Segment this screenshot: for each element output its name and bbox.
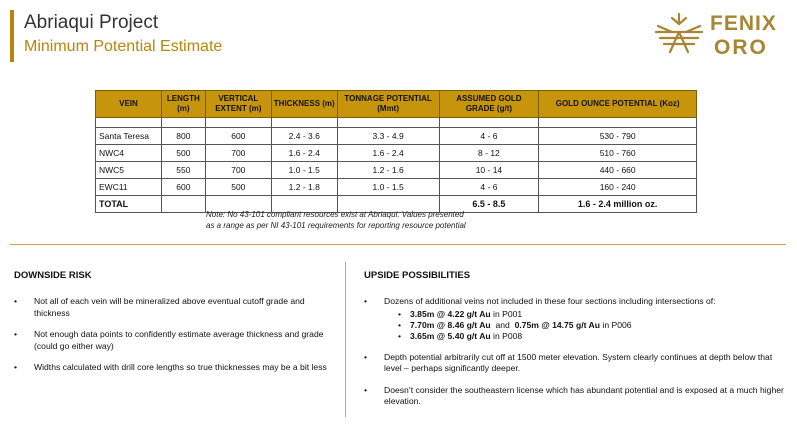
cell-thickness: 1.6 - 2.4 (271, 145, 337, 162)
intersection-value: 7.70m @ 8.46 g/t Au (410, 319, 491, 330)
list-item (360, 296, 790, 342)
intersection-text: in P008 (490, 330, 523, 341)
cell-vertical-extent: 600 (205, 128, 271, 145)
table-header-row (96, 91, 697, 118)
intersection-value: 3.65m @ 5.40 g/t Au (410, 330, 491, 341)
header-length: LENGTH (m) (161, 91, 205, 118)
cell-ounces: 160 - 240 (539, 179, 697, 196)
intersection-value: 0.75m @ 14.75 g/t Au (514, 319, 601, 330)
table-note (206, 209, 466, 231)
list-item: • Not enough data points to confidently estimate average thickness and grade (could go either way) (10, 329, 330, 352)
list-item: • Widths calculated with drill core lengths so true thicknesses may be a bit less (10, 362, 330, 374)
header-grade: ASSUMED GOLD GRADE (g/t) (439, 91, 539, 118)
section-divider (10, 244, 786, 245)
upside-list (360, 296, 790, 418)
list-item: • Doesn’t consider the southeastern license which has abundant potential and is exposed at a much higher elevation. (360, 385, 790, 408)
intersection-text: in P006 (600, 319, 632, 330)
table-row (96, 179, 697, 196)
list-item: • Depth potential arbitrarily cut off at 1500 meter elevation. System clearly continues at depth below that level – perhaps significantly deeper. (360, 352, 790, 375)
table-spacer-row (96, 118, 697, 128)
header-thickness: THICKNESS (m) (271, 91, 337, 118)
cell-ounces: 440 - 660 (539, 162, 697, 179)
header-vein: VEIN (96, 91, 162, 118)
header-vertical-extent: VERTICAL EXTENT (m) (205, 91, 271, 118)
intersection-item (384, 309, 790, 320)
header-tonnage: TONNAGE POTENTIAL (Mmt) (337, 91, 439, 118)
cell-length: 600 (161, 179, 205, 196)
cell-vein: NWC5 (96, 162, 162, 179)
column-divider (345, 262, 346, 417)
cell-tonnage: 1.6 - 2.4 (337, 145, 439, 162)
cell-ounces: 510 - 760 (539, 145, 697, 162)
estimate-table (95, 90, 697, 213)
intersection-text: and (490, 319, 515, 330)
logo-text-oro: ORO (714, 36, 768, 59)
cell-vein: EWC11 (96, 179, 162, 196)
downside-list (10, 296, 330, 384)
title-accent-bar (10, 10, 14, 62)
cell-tonnage: 1.0 - 1.5 (337, 179, 439, 196)
header-ounces: GOLD OUNCE POTENTIAL (Koz) (539, 91, 697, 118)
intersection-text: in P001 (490, 308, 523, 319)
cell-vein: NWC4 (96, 145, 162, 162)
cell-ounces: 530 - 790 (539, 128, 697, 145)
table-row (96, 162, 697, 179)
cell-thickness: 2.4 - 3.6 (271, 128, 337, 145)
cell-tonnage: 1.2 - 1.6 (337, 162, 439, 179)
upside-heading: UPSIDE POSSIBILITIES (364, 270, 471, 281)
cell-grade: 4 - 6 (439, 179, 539, 196)
cell-length: 550 (161, 162, 205, 179)
intersection-item (384, 320, 790, 331)
cell-grade: 8 - 12 (439, 145, 539, 162)
intersection-value: 3.85m @ 4.22 g/t Au (410, 308, 491, 319)
table-row (96, 128, 697, 145)
cell-vein: Santa Teresa (96, 128, 162, 145)
list-item: • Not all of each vein will be mineralized above eventual cutoff grade and thickness (10, 296, 330, 319)
cell-thickness: 1.0 - 1.5 (271, 162, 337, 179)
note-line-1: Note: No 43-101 compliant resources exist at Abriaqui. Values presented (206, 210, 464, 219)
cell-vertical-extent: 700 (205, 145, 271, 162)
cell-grade: 4 - 6 (439, 128, 539, 145)
phoenix-icon (652, 10, 706, 56)
cell-tonnage: 3.3 - 4.9 (337, 128, 439, 145)
page-title: Abriaqui Project (24, 12, 159, 33)
upside-intro: Dozens of additional veins not included in these four sections including intersections of: (384, 296, 716, 306)
total-label: TOTAL (96, 196, 162, 213)
total-ounces: 1.6 - 2.4 million oz. (539, 196, 697, 213)
intersection-item (384, 331, 790, 342)
intersection-list (384, 309, 790, 342)
page-subtitle: Minimum Potential Estimate (24, 38, 223, 55)
note-line-2: as a range as per NI 43-101 requirements for reporting resource potential (206, 221, 466, 230)
total-grade: 6.5 - 8.5 (439, 196, 539, 213)
downside-heading: DOWNSIDE RISK (14, 270, 92, 281)
logo-text-fenix: FENIX (710, 12, 777, 35)
cell-vertical-extent: 700 (205, 162, 271, 179)
fenix-oro-logo (652, 8, 792, 60)
cell-grade: 10 - 14 (439, 162, 539, 179)
cell-length: 500 (161, 145, 205, 162)
table-row (96, 145, 697, 162)
cell-length: 800 (161, 128, 205, 145)
cell-thickness: 1.2 - 1.8 (271, 179, 337, 196)
cell-vertical-extent: 500 (205, 179, 271, 196)
